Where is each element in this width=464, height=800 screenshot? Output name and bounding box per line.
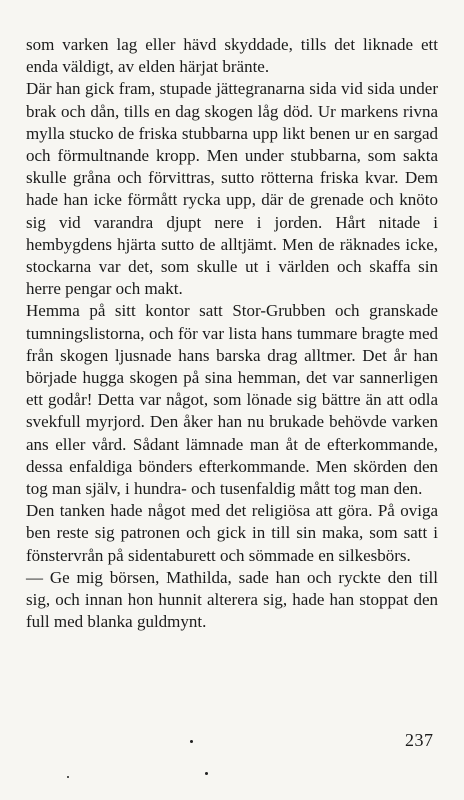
paragraph-5: — Ge mig börsen, Mathilda, sade han och ryckte den till sig, och innan hon hunnit alterera sig, hade han stoppat den full med blanka guldmynt. — [26, 567, 438, 632]
page-number: 237 — [405, 730, 434, 750]
paragraph-2: Där han gick fram, stupade jättegranarna sida vid sida under brak och dån, tills en dag skogen låg död. Ur markens rivna mylla stucko de friska stubbarna upp likt benen ur en sargad och förmultnande kropp. Men under stubbarna, som sakta skulle gråna och förvittras, sutto rötterna friska kvar. Dem hade han icke förmått rycka upp, där de grenade och knöto sig vid varandra djupt nere i jorden. Hårt nitade i hembygdens hjärta sutto de alltjämt. Men de räknades icke, stockarna var det, som skulle ut i världen och skaffa sin herre pengar och makt. — [26, 79, 438, 299]
paragraph-4: Den tanken hade något med det religiösa att göra. På oviga ben reste sig patronen och gick in till sin maka, som satt i fönstervrån på sidentaburett och sömmade en silkesbörs. — [26, 501, 438, 565]
print-speck — [190, 740, 193, 743]
print-speck — [67, 776, 69, 778]
paragraph-1: som varken lag eller hävd skyddade, tills det liknade ett enda väldigt, av elden härjat bränte. — [26, 35, 438, 77]
print-speck — [205, 772, 208, 775]
body-text — [26, 34, 438, 633]
paragraph-3: Hemma på sitt kontor satt Stor-Grubben och granskade tumningslistorna, och för var lista hans tummare bragte med från skogen ljusnade hans barska drag alltmer. Det år han började hugga skogen på sina hemman, det var sannerligen ett godår! Detta var något, som lönade sig bättre än att odla svekfull myrjord. Den åker han nu brukade behövde varken ans eller vård. Sådant lämnade man åt de efterkommande, dessa enfaldiga bönders efterkommande. Men skörden den tog man själv, i hundra- och tusenfaldig mått tog man den. — [26, 301, 438, 499]
